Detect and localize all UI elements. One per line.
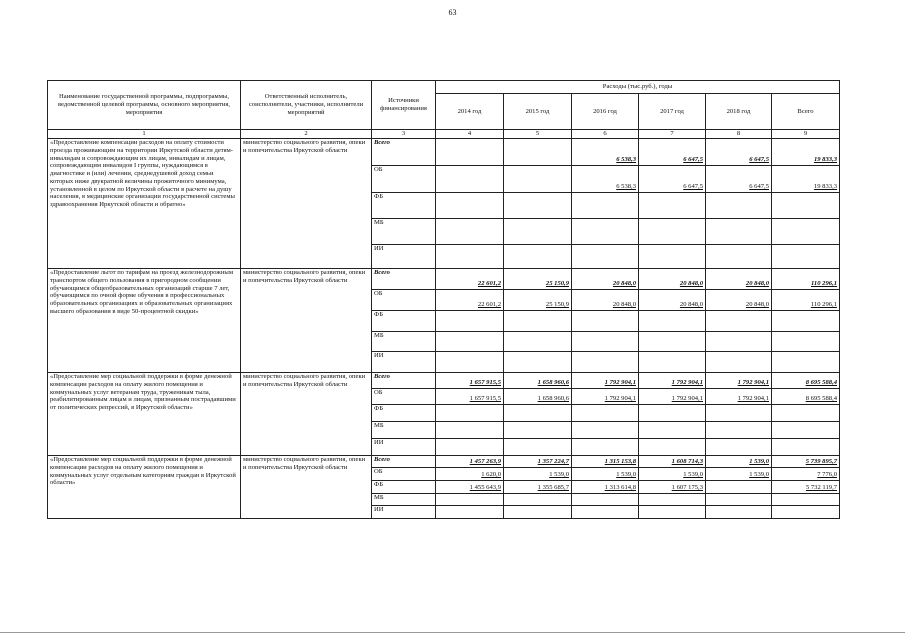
source-label: ИИ [372, 506, 436, 519]
value-cell [436, 245, 504, 269]
value-cell [706, 494, 772, 506]
executor: министерство социального развития, опеки и попечительства Иркутской области [241, 373, 372, 456]
value-cell: 5 732 119,7 [772, 481, 840, 494]
value-cell: 110 296,1 [772, 290, 840, 311]
value-cell [504, 166, 572, 193]
value-cell [706, 422, 772, 439]
header-program-name: Наименование государственной программы, подпрограммы, ведомственной целевой программы, основного мероприятия, мероприятия [48, 81, 241, 130]
value-cell: 6 538,3 [572, 166, 639, 193]
value-cell [639, 332, 706, 352]
column-index: 8 [706, 130, 772, 139]
column-index: 4 [436, 130, 504, 139]
header-year: 2015 год [504, 94, 572, 130]
source-label: Всего [372, 269, 436, 290]
source-label: МБ [372, 422, 436, 439]
value-cell [639, 405, 706, 422]
value-cell [572, 311, 639, 332]
source-label: ОБ [372, 468, 436, 481]
source-label: ИИ [372, 439, 436, 456]
value-cell [436, 311, 504, 332]
page-number: 63 [448, 8, 457, 17]
value-cell [504, 506, 572, 519]
value-cell: 20 848,0 [572, 290, 639, 311]
value-cell: 20 848,0 [706, 269, 772, 290]
program-name: «Предоставление компенсации расходов на оплату стоимости проезда проживающим на территории Иркутской области детям-инвалидам и сопровождающим их лицам, инвалидам и лицам, сопровождающим инвалидов I группы, нуждающимся в диагностике и (или) лечении, среднедушевой доход семьи которых ниже двукратной величины прожиточного минимума, установленной в целом по Иркутской области в расчете на душу населения, в медицинские организации государственной системы здравоохранения Иркутской области и обратно» [48, 139, 241, 269]
value-cell: 1 539,0 [639, 468, 706, 481]
value-cell [706, 439, 772, 456]
table-row [48, 456, 840, 468]
source-label: ИИ [372, 245, 436, 269]
value-cell: 1 539,0 [706, 456, 772, 468]
value-cell [772, 245, 840, 269]
value-cell: 6 538,3 [572, 139, 639, 166]
value-cell [436, 405, 504, 422]
value-cell [436, 193, 504, 219]
value-cell: 1 455 643,9 [436, 481, 504, 494]
value-cell [772, 439, 840, 456]
value-cell [639, 422, 706, 439]
value-cell [436, 139, 504, 166]
program-name: «Предоставление мер социальной поддержки в форме денежной компенсации расходов на оплату жилого помещения и коммунальных услуг ветеранам труда, труженикам тыла, реабилитированным лицам и лицам, признанным пострадавшими от политических репрессий, в Иркутской области» [48, 373, 241, 456]
value-cell [772, 506, 840, 519]
source-label: ФБ [372, 311, 436, 332]
source-label: ОБ [372, 166, 436, 193]
value-cell [706, 352, 772, 373]
value-cell: 20 848,0 [706, 290, 772, 311]
value-cell: 1 792 904,1 [639, 373, 706, 389]
source-label: ИИ [372, 352, 436, 373]
value-cell [772, 311, 840, 332]
column-index: 6 [572, 130, 639, 139]
source-label: ОБ [372, 290, 436, 311]
executor: министерство социального развития, опеки и попечительства Иркутской области [241, 139, 372, 269]
value-cell: 1 608 714,3 [639, 456, 706, 468]
source-label: ОБ [372, 389, 436, 405]
value-cell: 25 150,9 [504, 269, 572, 290]
value-cell [772, 494, 840, 506]
header-year: 2018 год [706, 94, 772, 130]
value-cell [706, 311, 772, 332]
value-cell: 1 315 153,8 [572, 456, 639, 468]
value-cell [706, 506, 772, 519]
value-cell: 1 658 960,6 [504, 389, 572, 405]
value-cell [639, 506, 706, 519]
value-cell: 20 848,0 [572, 269, 639, 290]
value-cell [436, 166, 504, 193]
table-row [48, 269, 840, 290]
value-cell: 1 792 904,1 [706, 373, 772, 389]
value-cell: 1 607 175,3 [639, 481, 706, 494]
source-label: ФБ [372, 481, 436, 494]
value-cell [706, 219, 772, 245]
value-cell: 6 647,5 [706, 139, 772, 166]
source-label: Всего [372, 139, 436, 166]
value-cell: 25 150,9 [504, 290, 572, 311]
value-cell: 6 647,5 [639, 166, 706, 193]
value-cell: 8 695 588,4 [772, 373, 840, 389]
value-cell [772, 193, 840, 219]
value-cell [639, 352, 706, 373]
value-cell: 1 457 263,9 [436, 456, 504, 468]
value-cell: 6 647,5 [706, 166, 772, 193]
value-cell [572, 352, 639, 373]
value-cell [504, 311, 572, 332]
value-cell [706, 245, 772, 269]
value-cell: 22 601,2 [436, 290, 504, 311]
column-index: 2 [241, 130, 372, 139]
value-cell: 5 739 895,7 [772, 456, 840, 468]
value-cell [436, 506, 504, 519]
column-index: 3 [372, 130, 436, 139]
table-row [48, 373, 840, 389]
value-cell: 8 695 588,4 [772, 389, 840, 405]
value-cell: 19 833,3 [772, 166, 840, 193]
column-index: 1 [48, 130, 241, 139]
value-cell: 20 848,0 [639, 269, 706, 290]
value-cell [572, 494, 639, 506]
column-index: 7 [639, 130, 706, 139]
value-cell [504, 494, 572, 506]
column-index: 5 [504, 130, 572, 139]
value-cell [572, 332, 639, 352]
value-cell [436, 332, 504, 352]
value-cell [706, 193, 772, 219]
value-cell [504, 219, 572, 245]
source-label: МБ [372, 219, 436, 245]
column-index: 9 [772, 130, 840, 139]
value-cell: 1 539,0 [572, 468, 639, 481]
expenses-table [47, 80, 840, 519]
source-label: МБ [372, 494, 436, 506]
value-cell: 1 657 915,5 [436, 389, 504, 405]
value-cell [772, 332, 840, 352]
program-name: «Предоставление льгот по тарифам на проезд железнодорожным транспортом общего пользования в пригородном сообщении обучающимся общеобразовательных организаций старше 7 лет, обучающимся по очной форме обучения в профессиональных образовательных организациях и образовательных организациях высшего образования в виде 50-процентной скидки» [48, 269, 241, 373]
value-cell: 110 296,1 [772, 269, 840, 290]
header-executor: Ответственный исполнитель, соисполнители, участники, исполнители мероприятий [241, 81, 372, 130]
executor: министерство социального развития, опеки и попечительства Иркутской области [241, 269, 372, 373]
value-cell [436, 439, 504, 456]
value-cell [639, 311, 706, 332]
value-cell: 1 620,0 [436, 468, 504, 481]
value-cell [504, 439, 572, 456]
value-cell [772, 405, 840, 422]
value-cell [572, 245, 639, 269]
value-cell [436, 352, 504, 373]
value-cell [639, 439, 706, 456]
value-cell: 1 355 685,7 [504, 481, 572, 494]
value-cell [436, 422, 504, 439]
header-sources: Источники финансирования [372, 81, 436, 130]
value-cell: 1 657 915,5 [436, 373, 504, 389]
value-cell: 1 792 904,1 [706, 389, 772, 405]
value-cell: 1 313 614,8 [572, 481, 639, 494]
source-label: Всего [372, 373, 436, 389]
source-label: ФБ [372, 193, 436, 219]
value-cell: 20 848,0 [639, 290, 706, 311]
value-cell [504, 245, 572, 269]
value-cell: 1 357 224,7 [504, 456, 572, 468]
value-cell: 1 792 904,1 [572, 373, 639, 389]
value-cell: 7 776,0 [772, 468, 840, 481]
header-expenses: Расходы (тыс.руб.), годы [436, 81, 840, 94]
header-year: 2016 год [572, 94, 639, 130]
program-name: «Предоставление мер социальной поддержки в форме денежной компенсации расходов на оплату жилого помещения и коммунальных услуг отдельным категориям граждан в Иркутской области» [48, 456, 241, 519]
value-cell [436, 494, 504, 506]
value-cell [706, 405, 772, 422]
value-cell [772, 352, 840, 373]
header-total: Всего [772, 94, 840, 130]
value-cell [436, 219, 504, 245]
value-cell: 19 833,3 [772, 139, 840, 166]
value-cell [706, 481, 772, 494]
value-cell [706, 332, 772, 352]
value-cell [572, 219, 639, 245]
value-cell: 1 539,0 [706, 468, 772, 481]
value-cell: 1 539,0 [504, 468, 572, 481]
page-bottom-edge [0, 632, 905, 633]
source-label: Всего [372, 456, 436, 468]
value-cell [639, 219, 706, 245]
executor: министерство социального развития, опеки и попечительства Иркутской области [241, 456, 372, 519]
value-cell [639, 245, 706, 269]
value-cell [639, 494, 706, 506]
value-cell [572, 439, 639, 456]
header-year: 2017 год [639, 94, 706, 130]
value-cell: 1 792 904,1 [639, 389, 706, 405]
value-cell [504, 332, 572, 352]
value-cell: 22 601,2 [436, 269, 504, 290]
value-cell [504, 422, 572, 439]
value-cell: 6 647,5 [639, 139, 706, 166]
value-cell [572, 193, 639, 219]
value-cell [504, 352, 572, 373]
header-year: 2014 год [436, 94, 504, 130]
index-row [48, 130, 840, 139]
table-row [48, 139, 840, 166]
value-cell [772, 219, 840, 245]
value-cell [772, 422, 840, 439]
value-cell [572, 422, 639, 439]
value-cell: 1 658 960,6 [504, 373, 572, 389]
source-label: ФБ [372, 405, 436, 422]
value-cell [572, 506, 639, 519]
source-label: МБ [372, 332, 436, 352]
value-cell [504, 193, 572, 219]
value-cell [639, 193, 706, 219]
value-cell: 1 792 904,1 [572, 389, 639, 405]
value-cell [504, 405, 572, 422]
value-cell [504, 139, 572, 166]
value-cell [572, 405, 639, 422]
